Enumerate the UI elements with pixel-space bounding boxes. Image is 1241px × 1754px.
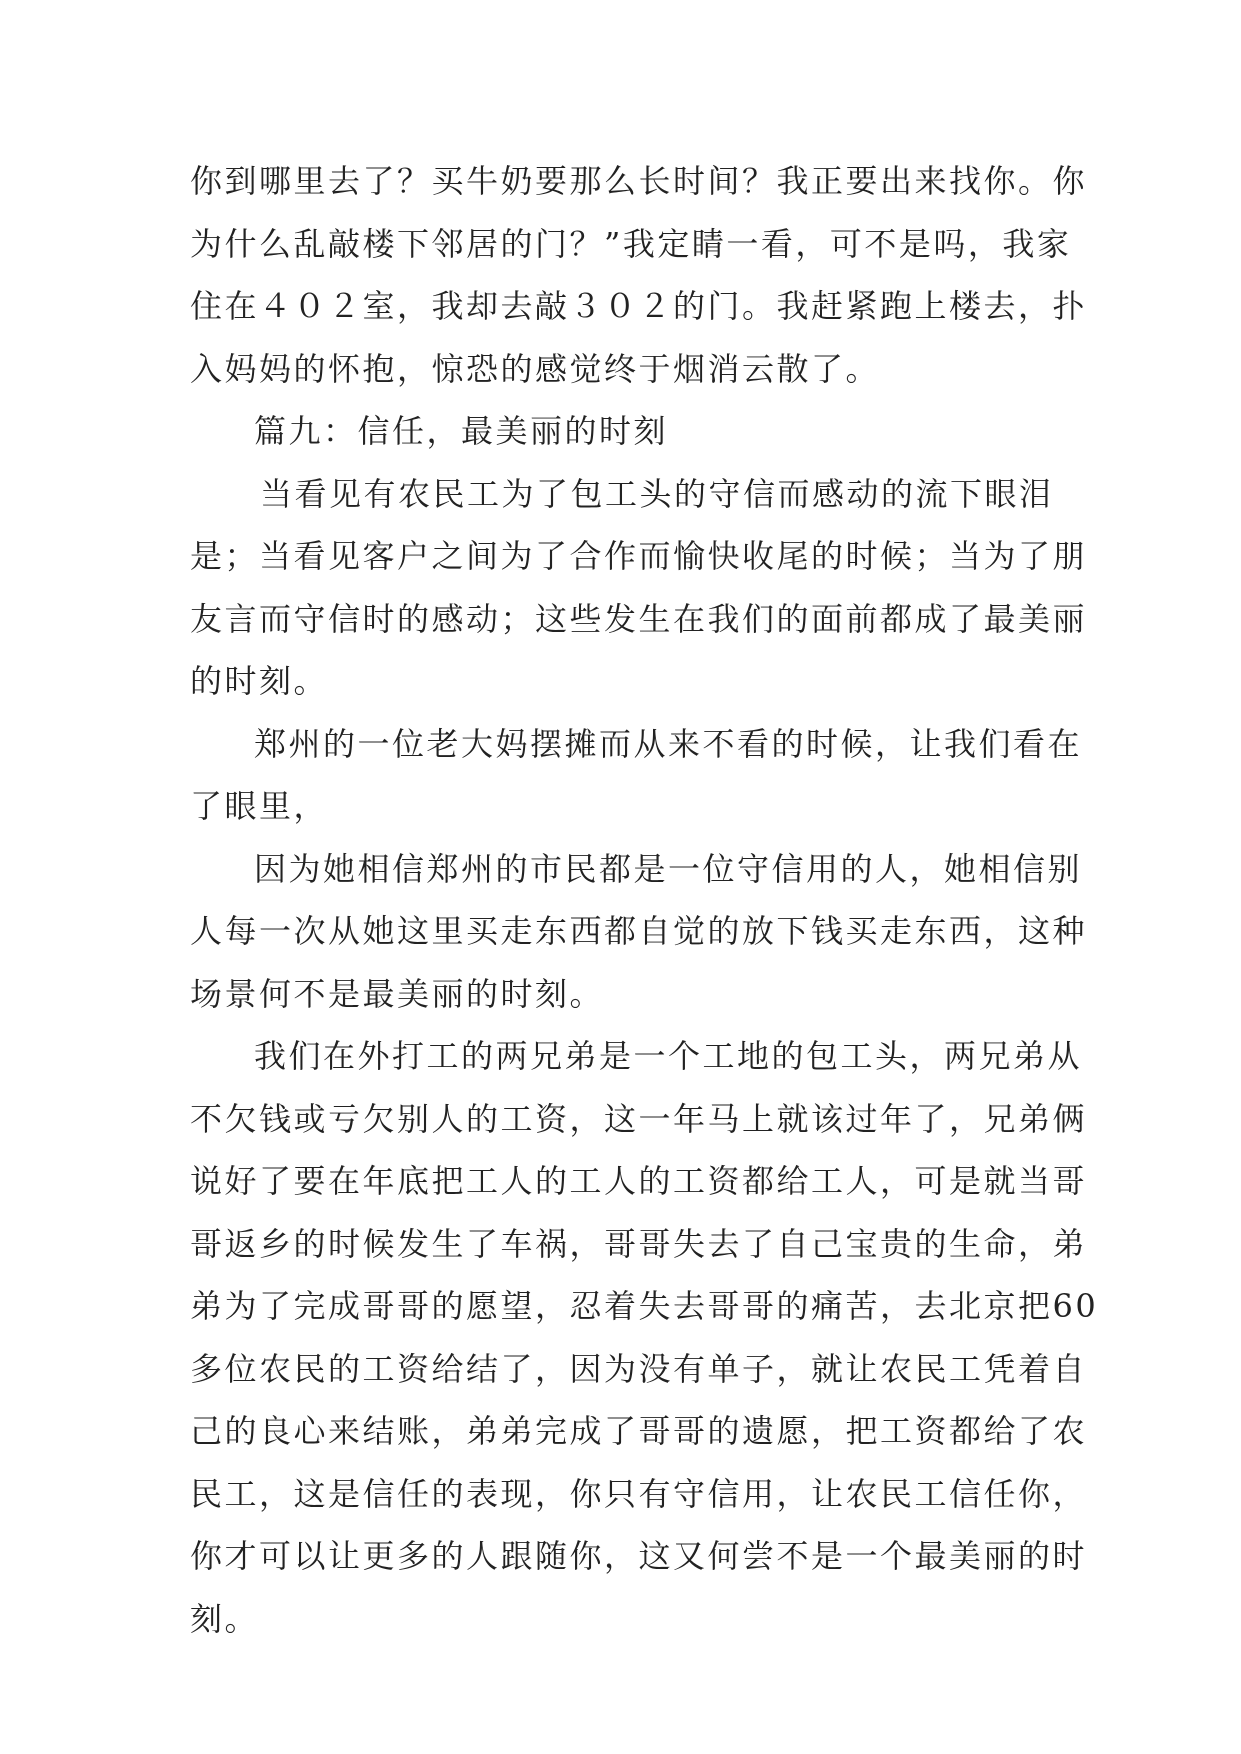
section-heading: 篇九：信任，最美丽的时刻 bbox=[254, 412, 669, 450]
text-line: 不欠钱或亏欠别人的工资，这一年马上就该过年了，兄弟俩 bbox=[190, 1099, 1088, 1138]
text-line: 多位农民的工资给结了，因为没有单子，就让农民工凭着自 bbox=[190, 1349, 1088, 1388]
text-line: 刻。 bbox=[190, 1599, 260, 1638]
text-line: 场景何不是最美丽的时刻。 bbox=[190, 974, 605, 1013]
text-line: 郑州的一位老大妈摆摊而从来不看的时候，让我们看在 bbox=[254, 724, 1083, 763]
text-line: 当看见有农民工为了包工头的守信而感动的流下眼泪 bbox=[260, 474, 1054, 513]
text-line: 的时刻。 bbox=[190, 662, 329, 700]
text-line: 住在４０２室，我却去敲３０２的门。我赶紧跑上楼去，扑 bbox=[190, 287, 1088, 325]
text-line: 哥返乡的时候发生了车祸，哥哥失去了自己宝贵的生命，弟 bbox=[190, 1224, 1088, 1263]
text-line: 友言而守信时的感动；这些发生在我们的面前都成了最美丽 bbox=[190, 599, 1088, 638]
text-line: 我们在外打工的两兄弟是一个工地的包工头，两兄弟从 bbox=[254, 1037, 1083, 1075]
text-line: 民工，这是信任的表现，你只有守信用，让农民工信任你， bbox=[190, 1474, 1088, 1513]
text-line: 你才可以让更多的人跟随你，这又何尝不是一个最美丽的时 bbox=[190, 1537, 1088, 1575]
text-line: 说好了要在年底把工人的工人的工资都给工人，可是就当哥 bbox=[190, 1162, 1088, 1200]
text-line: 人每一次从她这里买走东西都自觉的放下钱买走东西，这种 bbox=[190, 912, 1088, 950]
text-line: 你到哪里去了？买牛奶要那么长时间？我正要出来找你。你 bbox=[190, 162, 1088, 200]
text-line: 弟为了完成哥哥的愿望，忍着失去哥哥的痛苦，去北京把60 bbox=[190, 1287, 1099, 1325]
text-line: 入妈妈的怀抱，惊恐的感觉终于烟消云散了。 bbox=[190, 349, 881, 388]
text-line: 为什么乱敲楼下邻居的门？”我定睛一看，可不是吗，我家 bbox=[190, 224, 1072, 263]
text-line: 是；当看见客户之间为了合作而愉快收尾的时候；当为了朋 bbox=[190, 537, 1088, 575]
text-line: 己的良心来结账，弟弟完成了哥哥的遗愿，把工资都给了农 bbox=[190, 1412, 1088, 1450]
document-body bbox=[190, 150, 1099, 1650]
text-line: 因为她相信郑州的市民都是一位守信用的人，她相信别 bbox=[254, 849, 1083, 888]
text-line: 了眼里， bbox=[190, 787, 329, 825]
